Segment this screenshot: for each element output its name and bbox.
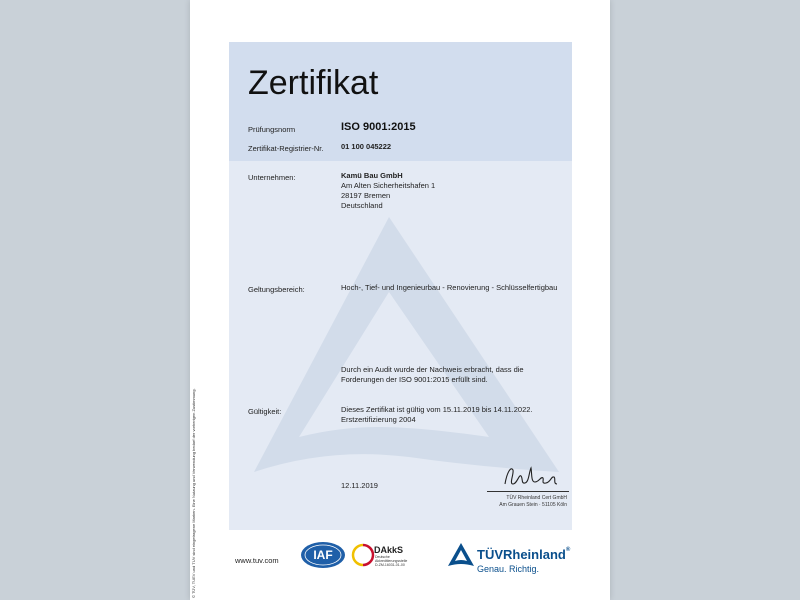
company-city: 28197 Bremen — [341, 191, 391, 200]
registration-label: Zertifikat-Registrier-Nr. — [248, 144, 324, 153]
validity-period: Dieses Zertifikat ist gültig vom 15.11.2019 bis 14.11.2022. — [341, 405, 533, 414]
issue-date: 12.11.2019 — [341, 481, 378, 490]
tuv-name-text: TÜVRheinland — [477, 547, 566, 562]
scope-value: Hoch-, Tief- und Ingenieurbau - Renovierung - Schlüsselfertigbau — [341, 283, 558, 292]
norm-value: ISO 9001:2015 — [341, 121, 416, 133]
certificate-panel — [229, 42, 572, 530]
dakks-line-1: Deutsche — [375, 555, 390, 559]
company-label: Unternehmen: — [248, 173, 296, 182]
signature — [501, 462, 561, 492]
issuer-name: TÜV Rheinland Cert GmbH — [506, 495, 567, 501]
company-street: Am Alten Sicherheitshafen 1 — [341, 181, 436, 190]
norm-label: Prüfungsnorm — [248, 125, 296, 134]
certificate-title: Zertifikat — [248, 64, 379, 102]
registration-number: 01 100 045222 — [341, 142, 392, 151]
issuer-block — [469, 495, 567, 508]
tuv-triangle-icon — [447, 542, 475, 568]
company-country: Deutschland — [341, 201, 383, 210]
audit-statement-line-2: Forderungen der ISO 9001:2015 erfüllt sind. — [341, 375, 488, 384]
scope-label: Geltungsbereich: — [248, 285, 305, 294]
tuv-brand-name — [477, 547, 570, 562]
registered-mark: ® — [565, 547, 571, 553]
dakks-line-2: Akkreditierungsstelle — [375, 559, 408, 563]
company-name: Kamü Bau GmbH — [341, 171, 403, 180]
tuv-slogan: Genau. Richtig. — [477, 564, 540, 574]
trademark-note: © TÜV, TUEV und TUV sind eingetragene Marken. Eine Nutzung und Verwendung bedarf der vorherigen Zustimmung. — [191, 388, 196, 598]
dakks-title: DAkkS — [374, 545, 404, 555]
iaf-text: IAF — [313, 548, 333, 562]
issuer-address: Am Grauen Stein · 51105 Köln — [499, 501, 567, 508]
validity-label: Gültigkeit: — [248, 407, 282, 416]
audit-statement-line-1: Durch ein Audit wurde der Nachweis erbracht, dass die — [341, 365, 524, 374]
footer-url[interactable]: www.tuv.com — [235, 556, 279, 565]
iaf-logo — [300, 540, 346, 570]
signature-line — [487, 491, 569, 492]
first-certification: Erstzertifizierung 2004 — [341, 415, 416, 424]
dakks-line-3: D-ZM-16031-01-00 — [375, 563, 405, 567]
dakks-logo — [351, 540, 375, 570]
dakks-caption — [375, 555, 407, 567]
